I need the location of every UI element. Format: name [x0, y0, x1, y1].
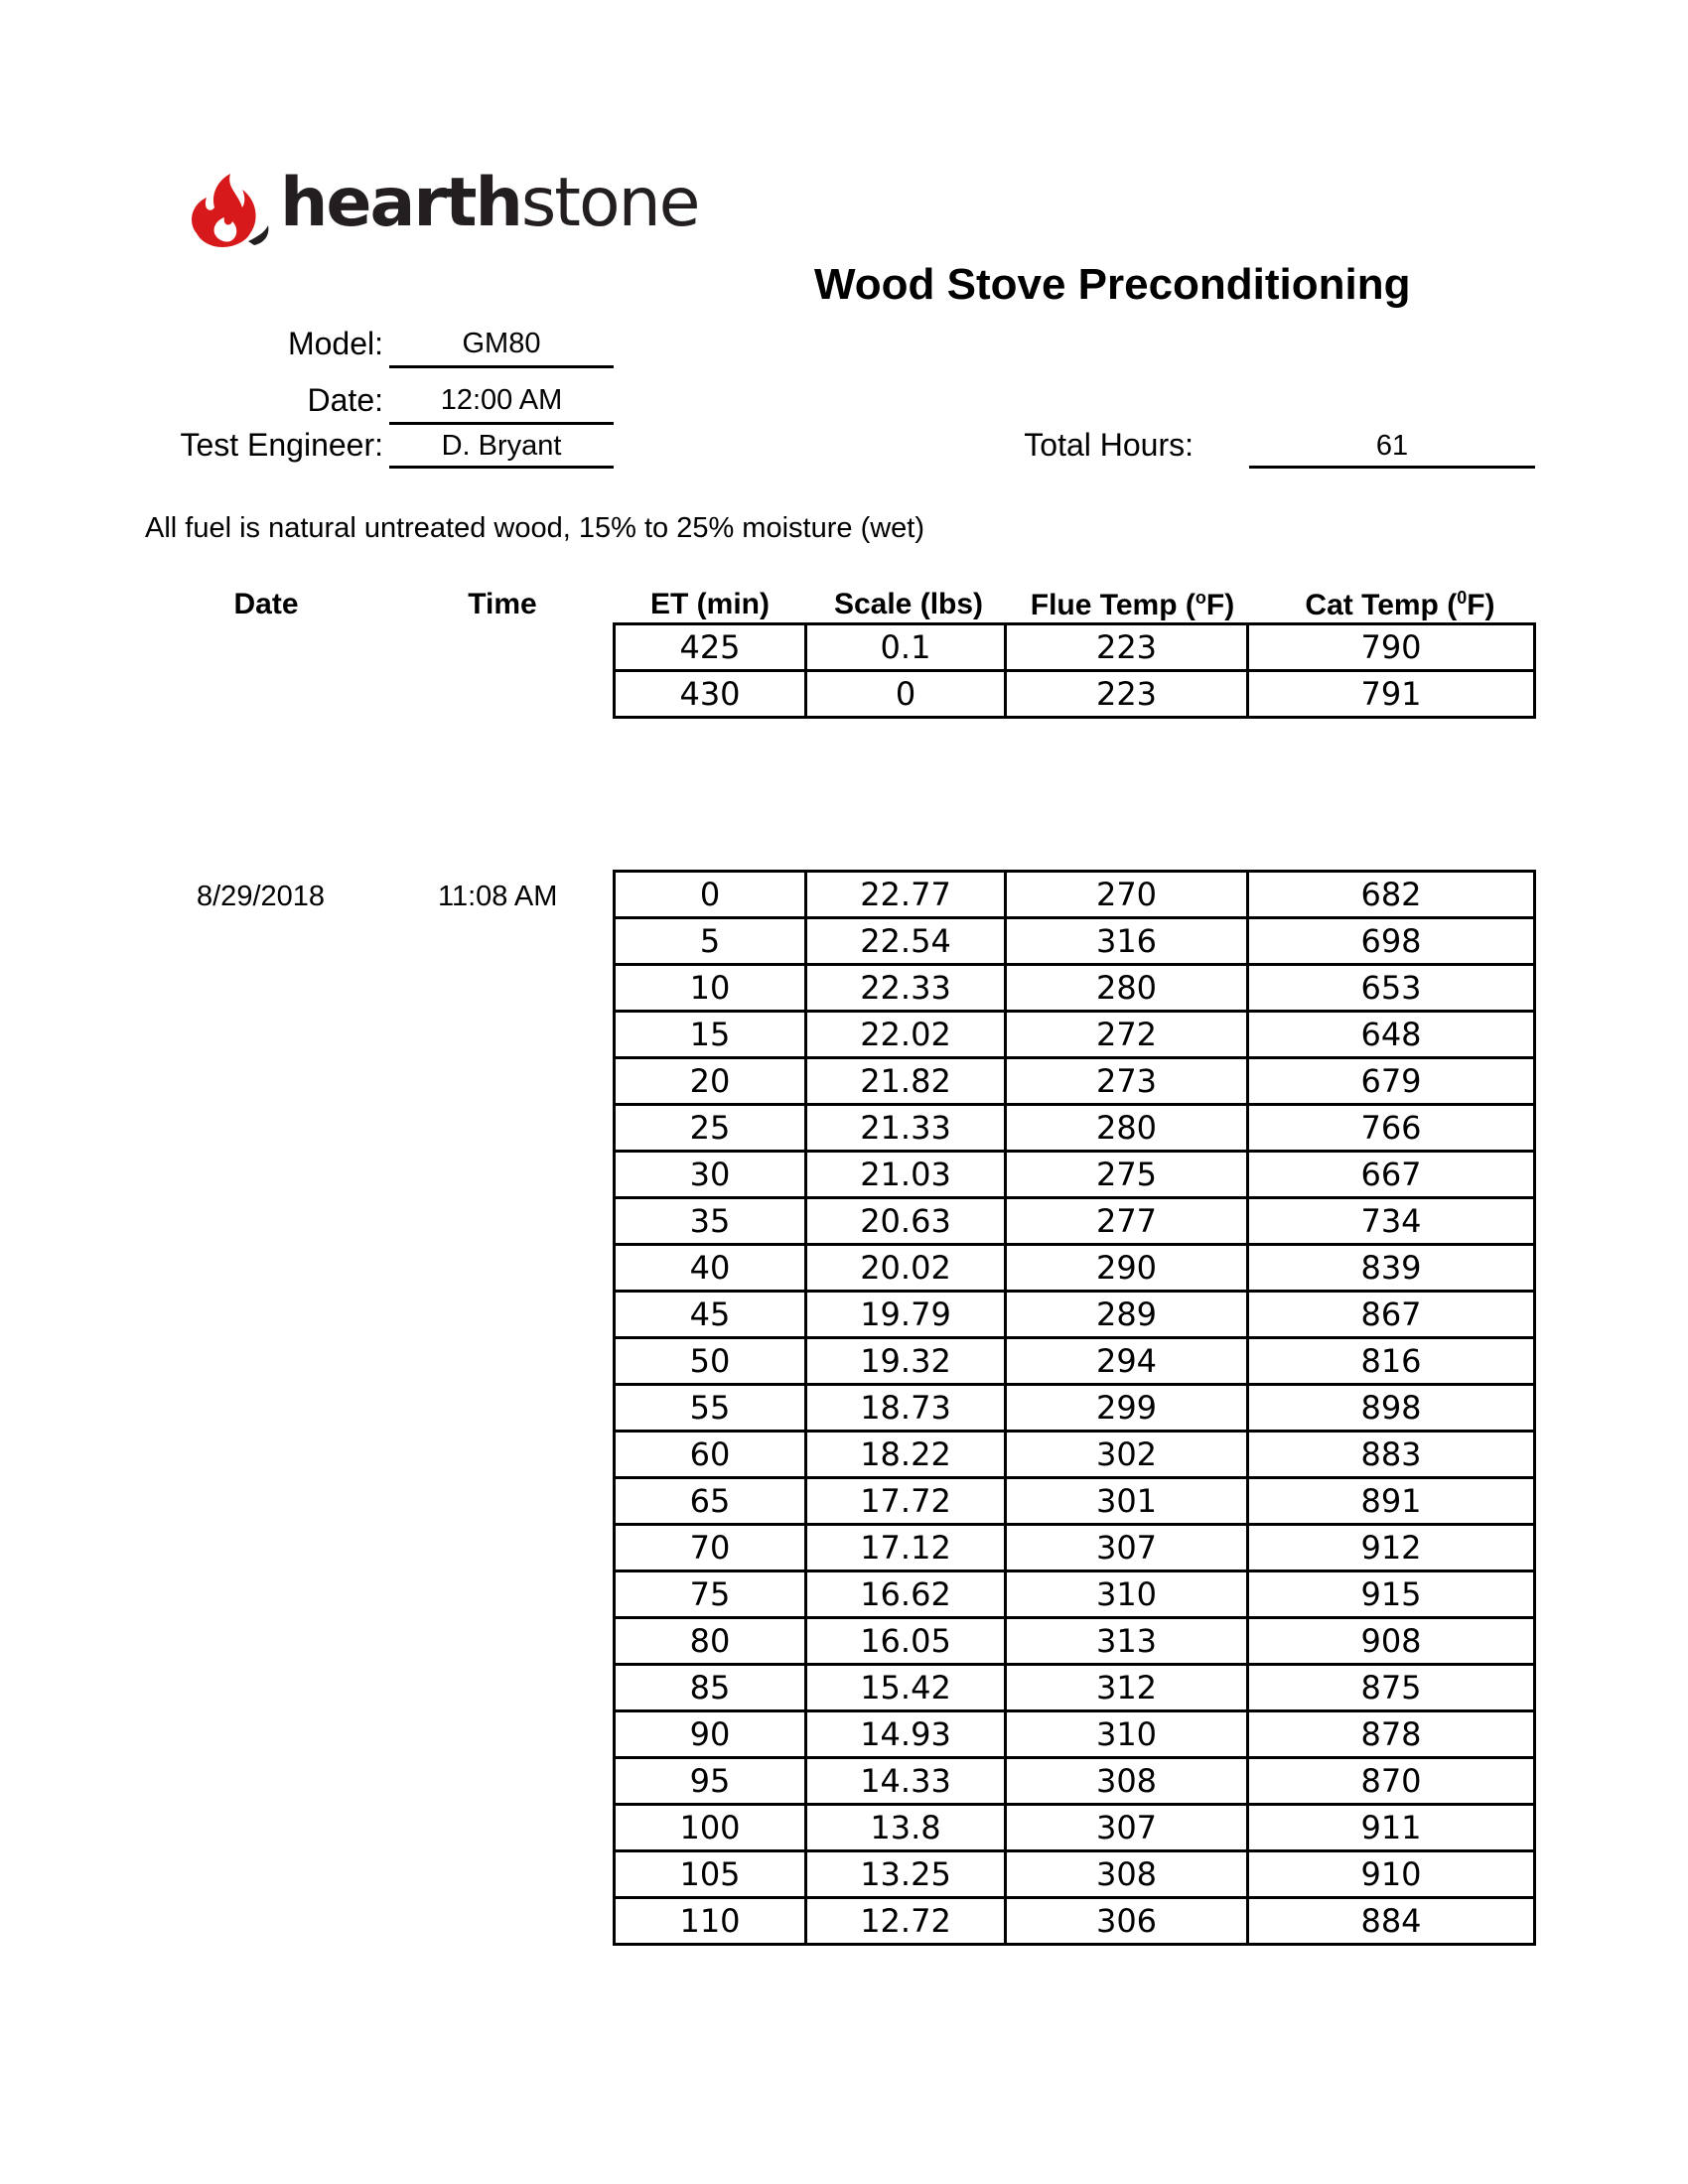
flue-temp-cell: 223: [1006, 624, 1248, 671]
flue-temp-cell: 310: [1006, 1711, 1248, 1758]
table-row: [615, 671, 1535, 718]
flue-temp-cell: 310: [1006, 1571, 1248, 1618]
et-cell: 95: [615, 1758, 806, 1805]
et-cell: 85: [615, 1665, 806, 1711]
et-cell: 20: [615, 1058, 806, 1105]
cat-temp-cell: 839: [1248, 1245, 1535, 1292]
cat-temp-cell: 667: [1248, 1152, 1535, 1198]
cat-temp-cell: 653: [1248, 965, 1535, 1012]
cat-temp-cell: 682: [1248, 872, 1535, 918]
total-hours-label: Total Hours:: [1024, 427, 1194, 463]
scale-cell: 20.63: [806, 1198, 1006, 1245]
scale-cell: 0: [806, 671, 1006, 718]
et-cell: 110: [615, 1898, 806, 1945]
hearthstone-logo: [185, 164, 699, 253]
table-row: [615, 1338, 1535, 1385]
flue-temp-cell: 307: [1006, 1525, 1248, 1571]
cat-temp-cell: 766: [1248, 1105, 1535, 1152]
et-cell: 45: [615, 1292, 806, 1338]
et-cell: 50: [615, 1338, 806, 1385]
flue-temp-cell: 294: [1006, 1338, 1248, 1385]
cat-temp-cell: 883: [1248, 1432, 1535, 1478]
scale-cell: 22.33: [806, 965, 1006, 1012]
date-label: Date:: [307, 382, 383, 418]
flue-temp-cell: 280: [1006, 965, 1248, 1012]
scale-cell: 22.77: [806, 872, 1006, 918]
flue-temp-cell: 302: [1006, 1432, 1248, 1478]
flue-temp-cell: 307: [1006, 1805, 1248, 1851]
test-engineer-value: D. Bryant: [389, 430, 614, 469]
cat-temp-cell: 790: [1248, 624, 1535, 671]
fuel-note: All fuel is natural untreated wood, 15% to 25% moisture (wet): [145, 512, 925, 544]
et-cell: 55: [615, 1385, 806, 1432]
et-cell: 105: [615, 1851, 806, 1898]
flue-temp-cell: 306: [1006, 1898, 1248, 1945]
et-cell: 80: [615, 1618, 806, 1665]
cat-temp-cell: 648: [1248, 1012, 1535, 1058]
flue-temp-cell: 277: [1006, 1198, 1248, 1245]
table-row: [615, 1105, 1535, 1152]
table-row: [615, 1851, 1535, 1898]
scale-cell: 0.1: [806, 624, 1006, 671]
total-hours-value: 61: [1249, 430, 1535, 469]
et-cell: 100: [615, 1805, 806, 1851]
flue-temp-cell: 308: [1006, 1851, 1248, 1898]
cat-temp-cell: 911: [1248, 1805, 1535, 1851]
scale-cell: 22.02: [806, 1012, 1006, 1058]
cat-temp-cell: 898: [1248, 1385, 1535, 1432]
scale-cell: 18.22: [806, 1432, 1006, 1478]
table-row: [615, 1665, 1535, 1711]
et-cell: 25: [615, 1105, 806, 1152]
cat-temp-cell: 884: [1248, 1898, 1535, 1945]
flue-temp-cell: 289: [1006, 1292, 1248, 1338]
scale-cell: 21.03: [806, 1152, 1006, 1198]
scale-cell: 17.72: [806, 1478, 1006, 1525]
scale-cell: 22.54: [806, 918, 1006, 965]
cat-temp-cell: 891: [1248, 1478, 1535, 1525]
scale-cell: 13.8: [806, 1805, 1006, 1851]
scale-cell: 16.62: [806, 1571, 1006, 1618]
table-row: [615, 1711, 1535, 1758]
flue-temp-cell: 316: [1006, 918, 1248, 965]
flue-temp-cell: 301: [1006, 1478, 1248, 1525]
model-label: Model:: [287, 326, 383, 361]
cat-temp-cell: 791: [1248, 671, 1535, 718]
flame-icon: [192, 174, 268, 247]
et-cell: 30: [615, 1152, 806, 1198]
et-cell: 425: [615, 624, 806, 671]
run-date: 8/29/2018: [197, 881, 326, 912]
scale-cell: 20.02: [806, 1245, 1006, 1292]
flue-temp-cell: 223: [1006, 671, 1248, 718]
table-row: [615, 1058, 1535, 1105]
scale-cell: 16.05: [806, 1618, 1006, 1665]
table-row: [615, 1292, 1535, 1338]
table-row: [615, 965, 1535, 1012]
cat-temp-cell: 734: [1248, 1198, 1535, 1245]
test-engineer-label: Test Engineer:: [180, 427, 383, 463]
cat-temp-cell: 870: [1248, 1758, 1535, 1805]
flue-temp-cell: 308: [1006, 1758, 1248, 1805]
cat-temp-cell: 910: [1248, 1851, 1535, 1898]
table-row: [615, 1245, 1535, 1292]
table-row: [615, 872, 1535, 918]
et-cell: 90: [615, 1711, 806, 1758]
cat-temp-cell: 698: [1248, 918, 1535, 965]
et-cell: 430: [615, 671, 806, 718]
flue-temp-cell: 270: [1006, 872, 1248, 918]
scale-cell: 13.25: [806, 1851, 1006, 1898]
model-value: GM80: [389, 328, 614, 368]
table-row: [615, 1758, 1535, 1805]
scale-cell: 19.79: [806, 1292, 1006, 1338]
et-cell: 60: [615, 1432, 806, 1478]
logo-text: hearthstone: [280, 164, 699, 242]
table-row: [615, 1385, 1535, 1432]
table-row: [615, 1198, 1535, 1245]
et-cell: 15: [615, 1012, 806, 1058]
table-row: [615, 1618, 1535, 1665]
column-header-cat-temp: Cat Temp ($^0$F): [1305, 588, 1495, 621]
scale-cell: 18.73: [806, 1385, 1006, 1432]
table-row: [615, 1432, 1535, 1478]
scale-cell: 14.33: [806, 1758, 1006, 1805]
table-row: [615, 1152, 1535, 1198]
cat-temp-cell: 867: [1248, 1292, 1535, 1338]
scale-cell: 12.72: [806, 1898, 1006, 1945]
scale-cell: 21.82: [806, 1058, 1006, 1105]
cat-temp-cell: 878: [1248, 1711, 1535, 1758]
scale-cell: 15.42: [806, 1665, 1006, 1711]
table-row: [615, 1478, 1535, 1525]
summary-table: [613, 622, 1536, 719]
et-cell: 10: [615, 965, 806, 1012]
table-row: [615, 1012, 1535, 1058]
date-value: 12:00 AM: [389, 384, 614, 425]
table-row: [615, 1805, 1535, 1851]
et-cell: 65: [615, 1478, 806, 1525]
table-row: [615, 918, 1535, 965]
flue-temp-cell: 299: [1006, 1385, 1248, 1432]
readings-table: [613, 870, 1536, 1946]
cat-temp-cell: 915: [1248, 1571, 1535, 1618]
table-row: [615, 1571, 1535, 1618]
et-cell: 75: [615, 1571, 806, 1618]
column-header-scale: Scale (lbs): [833, 588, 984, 620]
flue-temp-cell: 273: [1006, 1058, 1248, 1105]
cat-temp-cell: 875: [1248, 1665, 1535, 1711]
flue-temp-cell: 312: [1006, 1665, 1248, 1711]
table-row: [615, 1898, 1535, 1945]
column-header-et: ET (min): [650, 588, 770, 620]
scale-cell: 14.93: [806, 1711, 1006, 1758]
cat-temp-cell: 679: [1248, 1058, 1535, 1105]
flue-temp-cell: 290: [1006, 1245, 1248, 1292]
scale-cell: 21.33: [806, 1105, 1006, 1152]
et-cell: 70: [615, 1525, 806, 1571]
flue-temp-cell: 272: [1006, 1012, 1248, 1058]
et-cell: 35: [615, 1198, 806, 1245]
scale-cell: 19.32: [806, 1338, 1006, 1385]
scale-cell: 17.12: [806, 1525, 1006, 1571]
column-header-date: Date: [233, 588, 299, 620]
flue-temp-cell: 313: [1006, 1618, 1248, 1665]
flue-temp-cell: 280: [1006, 1105, 1248, 1152]
table-row: [615, 624, 1535, 671]
cat-temp-cell: 912: [1248, 1525, 1535, 1571]
table-row: [615, 1525, 1535, 1571]
et-cell: 0: [615, 872, 806, 918]
document-title: Wood Stove Preconditioning: [814, 260, 1411, 309]
column-header-time: Time: [468, 588, 537, 620]
run-time: 11:08 AM: [438, 881, 558, 912]
cat-temp-cell: 908: [1248, 1618, 1535, 1665]
column-header-flue-temp: Flue Temp ($^o$F): [1030, 588, 1235, 621]
et-cell: 40: [615, 1245, 806, 1292]
cat-temp-cell: 816: [1248, 1338, 1535, 1385]
flue-temp-cell: 275: [1006, 1152, 1248, 1198]
et-cell: 5: [615, 918, 806, 965]
